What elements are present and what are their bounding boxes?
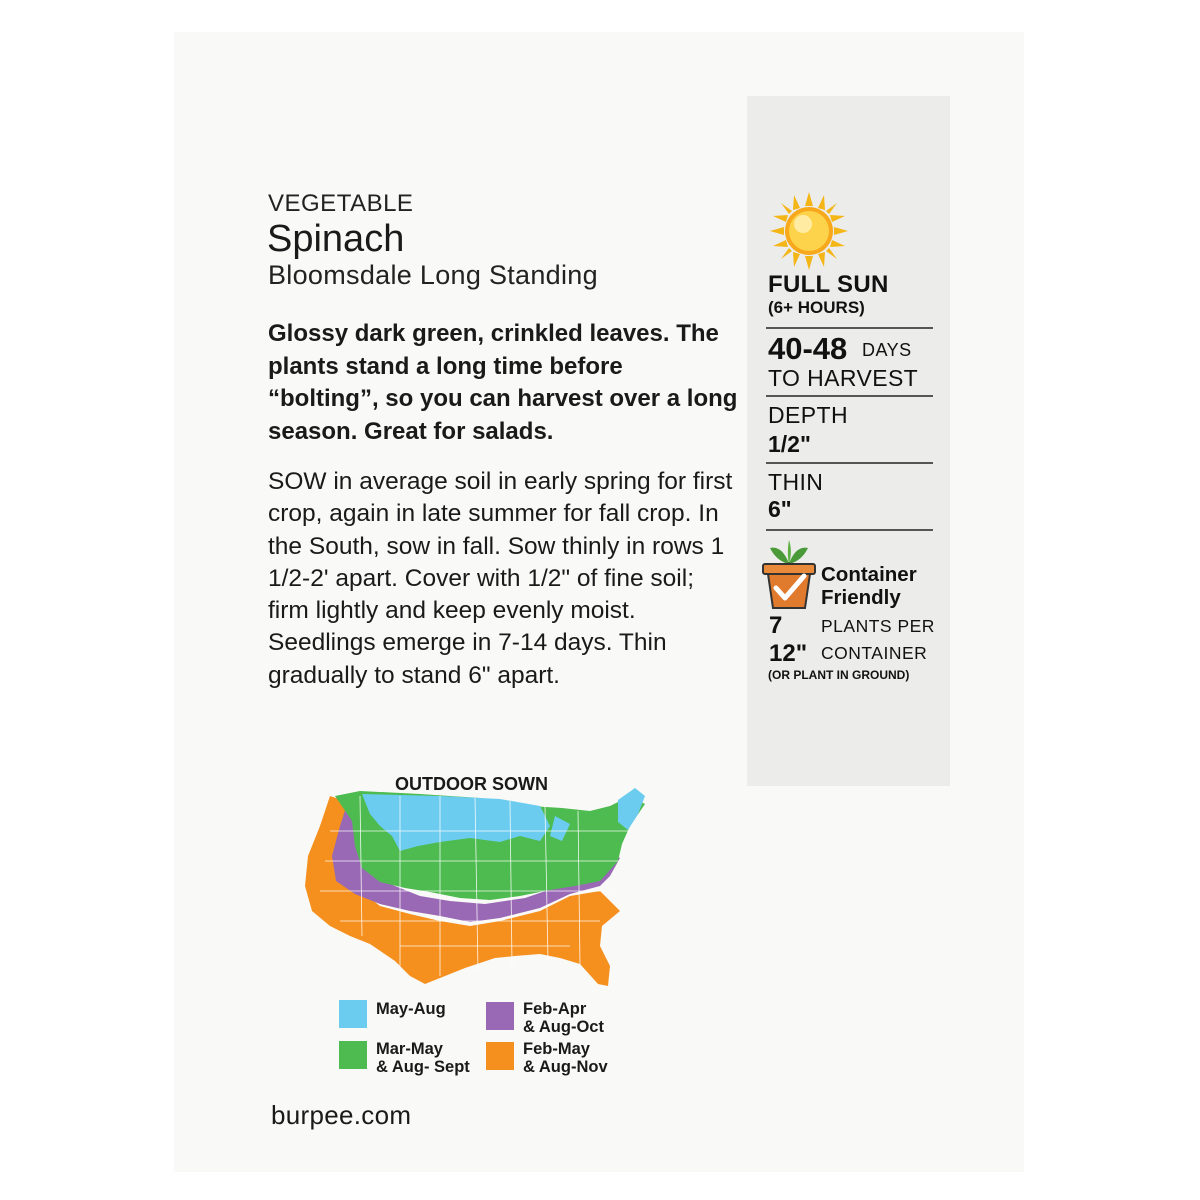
plants-per-container-value: 7 bbox=[769, 612, 783, 639]
divider bbox=[766, 462, 933, 464]
divider bbox=[766, 395, 933, 397]
thin-value: 6" bbox=[768, 496, 792, 522]
sowing-instructions: SOW in average soil in early spring for first crop, again in late summer for fall crop. In the South, sow in fall. Sow thinly in rows 1 1/2-2' apart. Cover with 1/2" of fine soil; firm lightly and keep evenly moist. Seedlings emerge in 7-14 days. Thin gradually to stand 6" apart. bbox=[268, 468, 733, 689]
sun-hours: (6+ HOURS) bbox=[768, 298, 865, 317]
divider bbox=[766, 529, 933, 531]
plant-variety: Bloomsdale Long Standing bbox=[268, 260, 598, 290]
legend-label-may-aug: May-Aug bbox=[376, 1000, 446, 1018]
website-link[interactable]: burpee.com bbox=[271, 1100, 412, 1130]
days-unit: DAYS bbox=[862, 340, 912, 360]
legend-swatch-may-aug bbox=[339, 1000, 367, 1028]
plant-name: Spinach bbox=[267, 218, 405, 260]
us-sowing-zone-map bbox=[300, 786, 660, 996]
plant-category: VEGETABLE bbox=[268, 190, 414, 217]
plants-per-label: PLANTS PER bbox=[821, 616, 935, 636]
plant-description: Glossy dark green, crinkled leaves. The plants stand a long time before “bolting”, so you can harvest over a long season. Great for salads. bbox=[268, 320, 738, 445]
container-friendly-label: Container Friendly bbox=[821, 563, 917, 609]
container-size-value: 12" bbox=[769, 640, 808, 667]
depth-label: DEPTH bbox=[768, 402, 848, 428]
legend-label-feb-may: Feb-May & Aug-Nov bbox=[523, 1040, 608, 1076]
legend-swatch-feb-may bbox=[486, 1042, 514, 1070]
legend-swatch-feb-apr bbox=[486, 1002, 514, 1030]
sun-requirement: FULL SUN bbox=[768, 271, 889, 298]
days-to-harvest-label: TO HARVEST bbox=[768, 365, 919, 391]
legend-swatch-mar-may bbox=[339, 1041, 367, 1069]
ground-planting-note: (OR PLANT IN GROUND) bbox=[768, 668, 910, 682]
map-title: OUTDOOR SOWN bbox=[395, 774, 548, 794]
thin-label: THIN bbox=[768, 469, 824, 495]
legend-label-mar-may: Mar-May & Aug- Sept bbox=[376, 1040, 470, 1076]
potted-plant-check-icon bbox=[760, 538, 818, 610]
legend-label-feb-apr: Feb-Apr & Aug-Oct bbox=[523, 1000, 604, 1036]
depth-value: 1/2" bbox=[768, 431, 811, 457]
sun-icon bbox=[770, 192, 848, 270]
days-to-harvest-value: 40-48 bbox=[768, 331, 848, 366]
divider bbox=[766, 327, 933, 329]
container-label: CONTAINER bbox=[821, 643, 928, 663]
